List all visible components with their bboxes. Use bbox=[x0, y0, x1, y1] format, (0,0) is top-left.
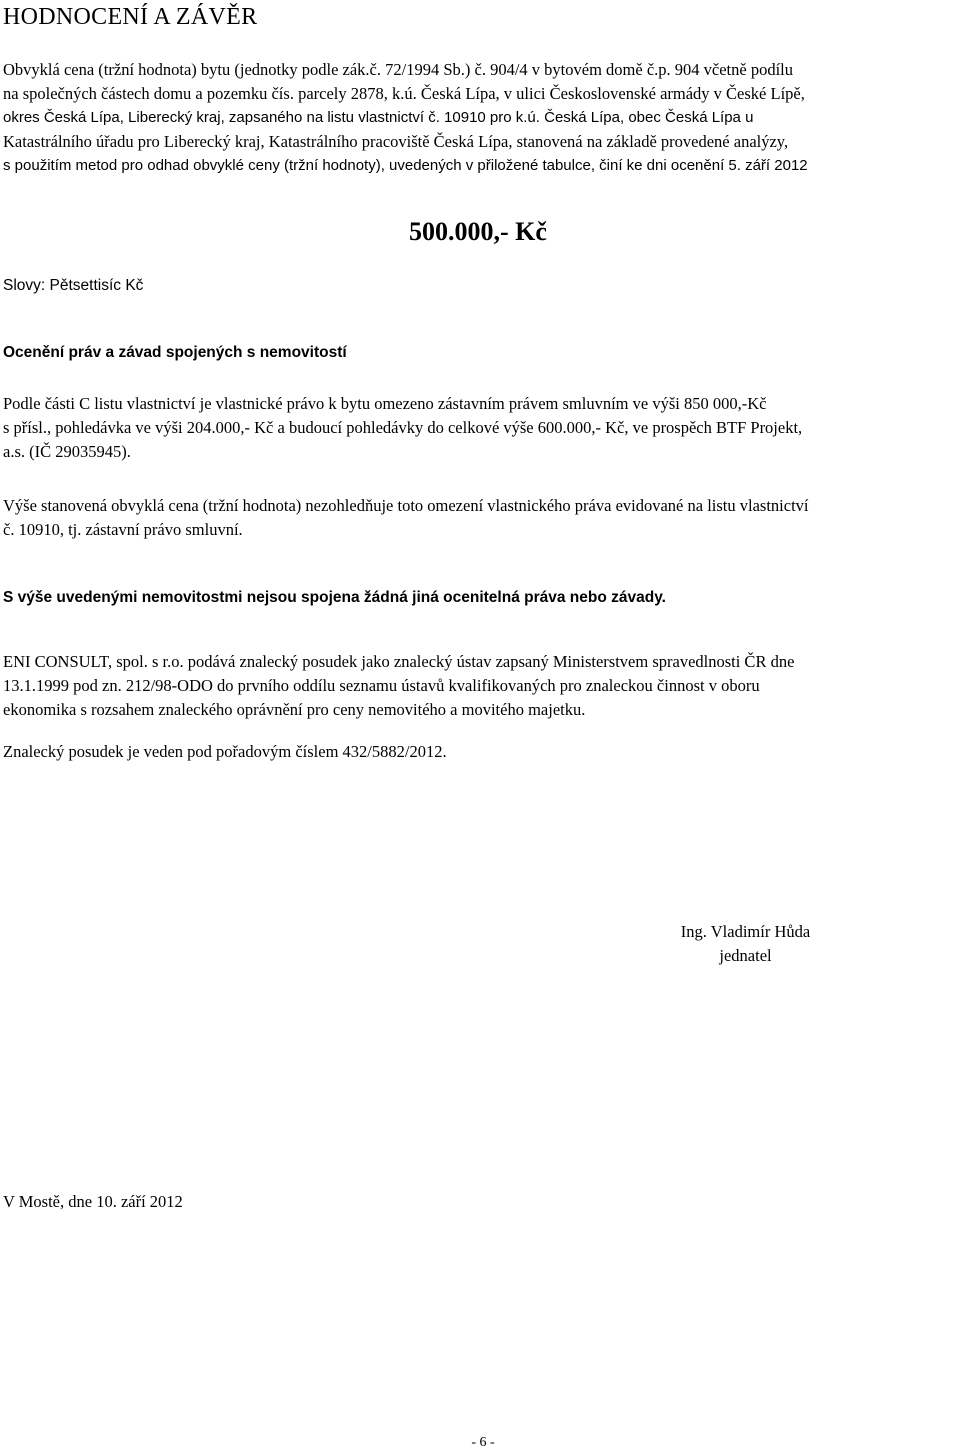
document-page bbox=[3, 0, 960, 1451]
lien-line-3: a.s. (IČ 29035945). bbox=[3, 442, 131, 461]
signature-name: Ing. Vladimír Hůda bbox=[680, 922, 811, 941]
consult-paragraph bbox=[3, 650, 960, 722]
valuation-line-4: Katastrálního úřadu pro Liberecký kraj, Katastrálního pracoviště Česká Lípa, stanovená na základě provedené analýzy, bbox=[3, 132, 789, 151]
lien-paragraph bbox=[3, 392, 960, 464]
signature-role: jednatel bbox=[719, 946, 772, 965]
price-note-paragraph bbox=[3, 494, 960, 542]
place-and-date: V Mostě, dne 10. září 2012 bbox=[3, 1192, 183, 1211]
valuation-line-3: okres Česká Lípa, Liberecký kraj, zapsaného na listu vlastnictví č. 10910 pro k.ú. Česká Lípa, obec Česká Lípa u bbox=[3, 109, 754, 126]
price-in-words: Slovy: Pětsettisíc Kč bbox=[3, 277, 144, 294]
lien-line-1: Podle části C listu vlastnictví je vlastnické právo k bytu omezeno zástavním právem smluvním ve výši 850 000,-Kč bbox=[3, 394, 767, 413]
consult-line-3: ekonomika s rozsahem znaleckého oprávnění pro ceny nemovitého a movitého majetku. bbox=[3, 700, 586, 719]
registry-line: Znalecký posudek je veden pod pořadovým číslem 432/5882/2012. bbox=[3, 742, 447, 761]
page-heading: HODNOCENÍ A ZÁVĚR bbox=[3, 4, 258, 30]
page-number: - 6 - bbox=[471, 1435, 495, 1450]
lien-line-2: s přísl., pohledávka ve výši 204.000,- Kč a budoucí pohledávky do celkové výše 600.000,- Kč, ve prospěch BTF Projekt, bbox=[3, 418, 803, 437]
price-note-line-1: Výše stanovená obvyklá cena (tržní hodnota) nezohledňuje toto omezení vlastnického práva evidované na listu vlastnictví bbox=[3, 496, 809, 515]
valuation-paragraph bbox=[3, 58, 960, 178]
consult-line-1: ENI CONSULT, spol. s r.o. podává znalecký posudek jako znalecký ústav zapsaný Ministerstvem spravedlnosti ČR dne bbox=[3, 652, 795, 671]
rights-section-title: Ocenění práv a závad spojených s nemovitostí bbox=[3, 344, 347, 361]
valuation-line-5: s použitím metod pro odhad obvyklé ceny (tržní hodnoty), uvedených v přiložené tabulce, činí ke dni ocenění 5. září 2012 bbox=[3, 157, 808, 174]
valuation-line-1: Obvyklá cena (tržní hodnota) bytu (jednotky podle zák.č. 72/1994 Sb.) č. 904/4 v bytovém domě č.p. 904 včetně podílu bbox=[3, 60, 793, 79]
valuation-line-2: na společných částech domu a pozemku čís. parcely 2878, k.ú. Česká Lípa, v ulici Československé armády v České Lípě, bbox=[3, 84, 805, 103]
no-other-rights-statement: S výše uvedenými nemovitostmi nejsou spojena žádná jiná ocenitelná práva nebo závady. bbox=[3, 589, 666, 606]
consult-line-2: 13.1.1999 pod zn. 212/98-ODO do prvního oddílu seznamu ústavů kvalifikovaných pro znaleckou činnost v oboru bbox=[3, 676, 760, 695]
price-note-line-2: č. 10910, tj. zástavní právo smluvní. bbox=[3, 520, 243, 539]
price-value: 500.000,- Kč bbox=[409, 217, 547, 246]
